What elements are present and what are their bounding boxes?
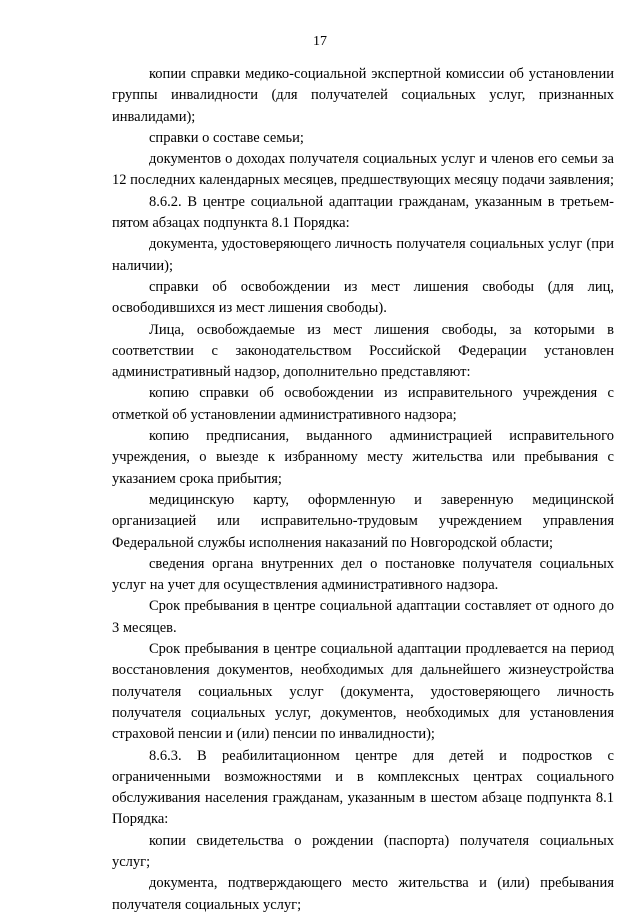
paragraph-police-information: сведения органа внутренних дел о постановке получателя социальных услуг на учет для осуществления административного надзора. <box>112 555 614 594</box>
paragraph-section-8-6-3: 8.6.3. В реабилитационном центре для детей и подростков с ограниченными возможностями и в комплексных центрах социального обслуживания населения гражданам, указанным в шестом абзаце подпункта 8.1 Порядка: <box>112 747 614 828</box>
paragraph-birth-certificate: копии свидетельства о рождении (паспорта) получателя социальных услуг; <box>112 832 614 870</box>
paragraph-medical-card: медицинскую карту, оформленную и заверенную медицинской организацией или исправительно-трудовым учреждением управления Федеральной службы исполнения наказаний по Новгородской области; <box>112 491 614 551</box>
paragraph-income-documents: документов о доходах получателя социальных услуг и членов его семьи за 12 последних календарных месяцев, предшествующих месяцу подачи заявления; <box>112 151 615 189</box>
paragraph-prescription-copy: копию предписания, выданного администрацией исправительного учреждения, о выезде к избранному месту жительства или пребывания с указанием срока прибытия; <box>112 428 614 487</box>
paragraph-section-8-6-2: 8.6.2. В центре социальной адаптации гражданам, указанным в третьем-пятом абзацах подпункта 8.1 Порядка: <box>112 193 614 232</box>
paragraph-disability-certificate: копии справки медико-социальной экспертной комиссии об установлении группы инвалидности (для получателей социальных услуг, признанных инвалидами); <box>112 66 614 125</box>
paragraph-supervised-persons: Лица, освобождаемые из мест лишения свободы, за которыми в соответствии с законодательством Российской Федерации установлен административный надзор, дополнительно представляют: <box>112 321 614 381</box>
paragraph-stay-duration: Срок пребывания в центре социальной адаптации составляет от одного до 3 месяцев. <box>112 598 614 636</box>
document-body <box>112 64 614 916</box>
paragraph-release-certificate: справки об освобождении из мест лишения свободы (для лиц, освободившихся из мест лишения свободы). <box>112 278 614 317</box>
paragraph-stay-extension: Срок пребывания в центре социальной адаптации продлевается на период восстановления документов, необходимых для дальнейшего жизнеустройства получателя социальных услуг (документа, удостоверяющего личность получателя социальных услуг, документов, необходимых для установления страховой пенсии и (или) пенсии по инвалидности); <box>112 641 614 743</box>
paragraph-residence-document: документа, подтверждающего место жительства и (или) пребывания получателя социальных услуг; <box>112 875 614 913</box>
paragraph-identity-document: документа, удостоверяющего личность получателя социальных услуг (при наличии); <box>112 236 614 274</box>
paragraph-family-composition: справки о составе семьи; <box>149 129 304 146</box>
page-number: 17 <box>313 34 327 49</box>
paragraph-release-certificate-copy: копию справки об освобождении из исправительного учреждения с отметкой об установлении административного надзора; <box>112 385 614 423</box>
